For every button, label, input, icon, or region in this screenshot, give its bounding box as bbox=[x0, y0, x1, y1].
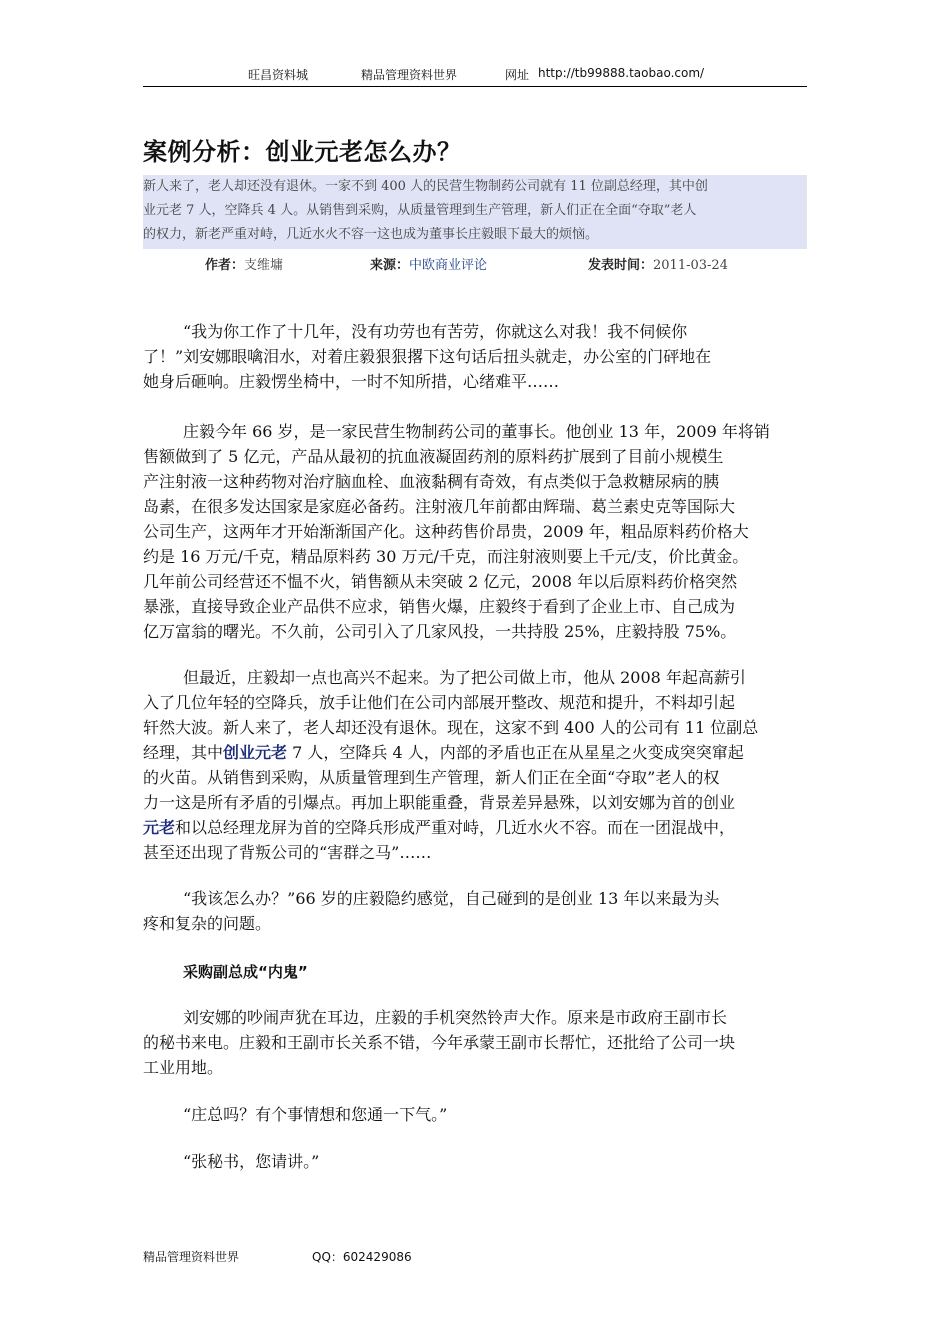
paragraph-line: 轩然大波。新人来了，老人却还没有退休。现在，这家不到 400 人的公司有 11 位副总 bbox=[143, 718, 759, 737]
paragraph-line: 入了几位年轻的空降兵，放手让他们在公司内部展开整改、规范和提升，不料却引起 bbox=[143, 693, 736, 712]
date-value: 2011-03-24 bbox=[653, 258, 728, 273]
header-slogan: 精品管理资料世界 bbox=[361, 68, 458, 82]
keyword-link[interactable]: 元老 bbox=[143, 818, 176, 837]
footer-qq: QQ：602429086 bbox=[312, 1250, 412, 1264]
header-url-link[interactable]: http://tb99888.taobao.com/ bbox=[538, 66, 705, 80]
paragraph-line: 了！”刘安娜眼噙泪水，对着庄毅狠狠撂下这句话后扭头就走，办公室的门砰地在 bbox=[143, 347, 712, 366]
paragraph-line: 暴涨，直接导致企业产品供不应求，销售火爆，庄毅终于看到了企业上市、自己成为 bbox=[143, 597, 736, 616]
header-site-name: 旺昌资料城 bbox=[248, 68, 309, 82]
page-header bbox=[143, 62, 807, 87]
paragraph-line: “我为你工作了十几年，没有功劳也有苦劳，你就这么对我！我不伺候你 bbox=[183, 322, 688, 341]
paragraph-line: “庄总吗？有个事情想和您通一下气。” bbox=[183, 1105, 448, 1124]
paragraph-line: 甚至还出现了背叛公司的“害群之马”…… bbox=[143, 843, 432, 862]
paragraph-line: 工业用地。 bbox=[143, 1058, 224, 1077]
text-run: 和以总经理龙屏为首的空降兵形成严重对峙，几近水火不容。而在一团混战中， bbox=[175, 818, 736, 837]
meta-date bbox=[588, 254, 728, 273]
paragraph-line: 疼和复杂的问题。 bbox=[143, 914, 272, 933]
paragraph-line: 亿万富翁的曙光。不久前，公司引入了几家风投，一共持股 25%，庄毅持股 75%。 bbox=[143, 622, 737, 641]
paragraph-line: 的秘书来电。庄毅和王副市长关系不错，今年承蒙王副市长帮忙，还批给了公司一块 bbox=[143, 1033, 736, 1052]
keyword-link[interactable]: 创业元老 bbox=[223, 743, 288, 762]
article-summary bbox=[143, 175, 807, 249]
paragraph-line: 的火苗。从销售到采购，从质量管理到生产管理，新人们正在全面“夺取”老人的权 bbox=[143, 768, 720, 787]
text-run: 经理，其中 bbox=[143, 743, 224, 762]
paragraph-line: 产注射液一这种药物对治疗脑血栓、血液黏稠有奇效，有点类似于急救糖尿病的胰 bbox=[143, 472, 720, 491]
meta-author bbox=[205, 254, 283, 273]
paragraph-line: 她身后砸响。庄毅愣坐椅中，一时不知所措，心绪难平…… bbox=[143, 372, 560, 391]
author-label: 作者： bbox=[205, 258, 245, 273]
paragraph-line: 力一这是所有矛盾的引爆点。再加上职能重叠，背景差异悬殊，以刘安娜为首的创业 bbox=[143, 793, 736, 812]
header-url-label: 网址 bbox=[505, 68, 530, 82]
paragraph-line: 但最近，庄毅却一点也高兴不起来。为了把公司做上市，他从 2008 年起高薪引 bbox=[183, 668, 746, 687]
meta-source bbox=[370, 254, 487, 273]
section-subheading: 采购副总成“内鬼” bbox=[183, 963, 308, 981]
paragraph-line bbox=[143, 741, 744, 765]
source-label: 来源： bbox=[370, 258, 410, 273]
paragraph-line: 售额做到了 5 亿元，产品从最初的抗血液凝固药剂的原料药扩展到了目前小规模生 bbox=[143, 447, 724, 466]
text-run: 7 人，空降兵 4 人，内部的矛盾也正在从星星之火变成突突窜起 bbox=[287, 743, 744, 762]
paragraph-line bbox=[143, 816, 735, 840]
footer-left: 精品管理资料世界 bbox=[143, 1250, 240, 1264]
paragraph-line: 约是 16 万元/千克，精品原料药 30 万元/千克，而注射液则要上千元/支，价比黄金。 bbox=[143, 547, 749, 566]
article-title: 案例分析：创业元老怎么办？ bbox=[143, 138, 462, 166]
author-value: 支维墉 bbox=[244, 258, 284, 273]
paragraph-line: 几年前公司经营还不愠不火，销售额从未突破 2 亿元，2008 年以后原料药价格突然 bbox=[143, 572, 738, 591]
paragraph-line: “我该怎么办？”66 岁的庄毅隐约感觉，自己碰到的是创业 13 年以来最为头 bbox=[183, 889, 720, 908]
paragraph-line: 公司生产，这两年才开始渐渐国产化。这种药售价昂贵，2009 年，粗品原料药价格大 bbox=[143, 522, 749, 541]
summary-line: 新人来了，老人却还没有退休。一家不到 400 人的民营生物制药公司就有 11 位副总经理，其中创 bbox=[143, 179, 708, 194]
paragraph-line: 岛素，在很多发达国家是家庭必备药。注射液几年前都由辉瑞、葛兰素史克等国际大 bbox=[143, 497, 736, 516]
summary-line: 业元老 7 人，空降兵 4 人。从销售到采购，从质量管理到生产管理，新人们正在全面“夺取”老人 bbox=[143, 203, 697, 218]
paragraph-line: “张秘书，您请讲。” bbox=[183, 1152, 320, 1171]
summary-line: 的权力，新老严重对峙，几近水火不容一这也成为董事长庄毅眼下最大的烦恼。 bbox=[143, 227, 599, 242]
date-label: 发表时间： bbox=[588, 258, 654, 273]
paragraph-line: 刘安娜的吵闹声犹在耳边，庄毅的手机突然铃声大作。原来是市政府王副市长 bbox=[183, 1008, 728, 1027]
paragraph-line: 庄毅今年 66 岁，是一家民营生物制药公司的董事长。他创业 13 年，2009 年将销 bbox=[183, 422, 770, 441]
source-link[interactable]: 中欧商业评论 bbox=[409, 258, 488, 273]
